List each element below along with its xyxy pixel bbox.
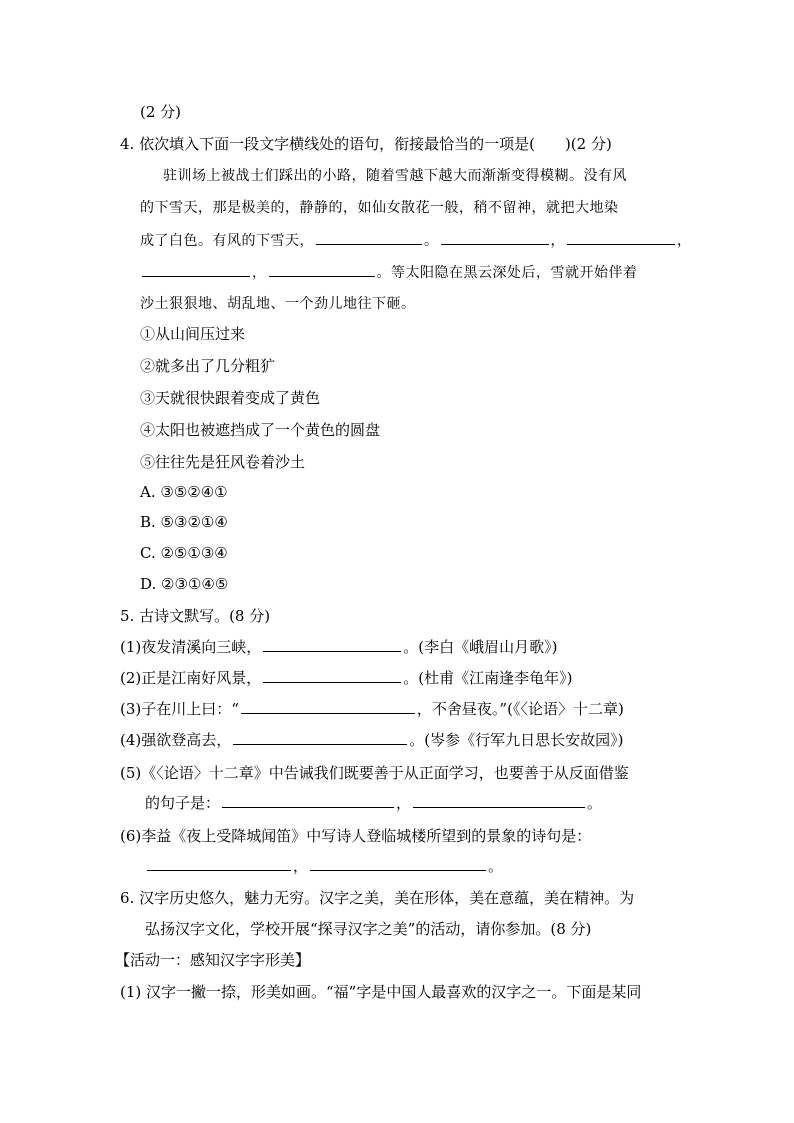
q4-item: ⑤往往先是狂风卷着沙土 [140,453,306,471]
q4-passage-line-5: 沙土狠狠地、胡乱地、一个劲儿地往下砸。 [140,296,416,312]
q4-punct: ， [550,233,565,249]
q6-sub-question-1: (1) 汉字一撇一捺，形美如画。“福”字是中国人最喜欢的汉字之一。下面是某同 [120,983,642,1001]
q4-option-c[interactable]: C. ②⑤①③④ [140,544,228,562]
q5-text: 。 [488,857,504,875]
q4-passage-line-4 [140,262,638,283]
q5-text: (3)子在川上曰：“ [120,700,239,718]
q4-blank-5[interactable] [269,262,375,277]
q5-blank-4[interactable] [233,730,407,745]
q4-stem [120,134,612,154]
q5-blank-2[interactable] [263,668,401,683]
q5-blank-7[interactable] [147,856,291,871]
q5-text: ，不舍昼夜。”(《〈论语〉十二章) [416,700,624,718]
q4-passage-text: 成了白色。有风的下雪天， [140,233,314,249]
q5-line-1 [120,637,557,657]
q4-passage-text: 。等太阳隐在黑云深处后，雪就开始伴着 [376,265,638,281]
q5-text: 的句子是： [145,794,221,812]
q4-item: ④太阳也被遮挡成了一个黄色的圆盘 [140,421,381,439]
q5-line-6b [145,856,503,876]
q4-passage-line-2: 的下雪天，那是极美的，静静的，如仙女散花一般，稍不留神，就把大地染 [140,200,619,216]
q4-punct: 。 [424,233,439,249]
q5-blank-3[interactable] [241,699,415,714]
q5-line-3 [120,699,624,719]
q5-text: ， [293,857,309,875]
q4-stem-tail: )(2 分) [564,135,612,153]
q4-blank-3[interactable] [567,230,675,245]
q4-option-d[interactable]: D. ②③①④⑤ [140,575,229,593]
q4-option-b[interactable]: B. ⑤③②①④ [140,513,228,531]
q5-text: (2)正是江南好风景， [120,669,262,687]
q4-blank-1[interactable] [316,230,422,245]
q5-blank-1[interactable] [263,637,401,652]
q5-text: 。(岑参《行军九日思长安故园》) [409,731,624,749]
q5-text: ， [396,794,412,812]
q5-text: (1)夜发清溪向三峡， [120,638,262,656]
q4-item: ③天就很快跟着变成了黄色 [140,389,321,407]
q4-stem-text: 4. 依次填入下面一段文字横线处的语句，衔接最恰当的一项是( [120,135,535,153]
q5-line-6: (6)李益《夜上受降城闻笛》中写诗人登临城楼所望到的景象的诗句是： [120,827,592,845]
q5-line-4 [120,730,623,750]
q5-blank-8[interactable] [310,856,486,871]
q4-passage-line-3 [140,230,692,251]
q4-blank-2[interactable] [441,230,549,245]
q4-blank-4[interactable] [142,262,250,277]
q5-line-5: (5)《〈论语〉十二章》中告诫我们既要善于从正面学习，也要善于从反面借鉴 [120,764,629,782]
q4-punct: ， [252,265,267,281]
q4-passage-line-1: 驻训场上被战士们踩出的小路，随着雪越下越大而渐渐变得模糊。没有风 [163,168,627,184]
q6-activity-1-heading: 【活动一：感知汉字字形美】 [115,951,311,969]
q6-stem-1: 6. 汉字历史悠久，魅力无穷。汉字之美，美在形体，美在意蕴，美在精神。为 [120,889,635,907]
q5-text: 。(李白《峨眉山月歌》) [403,638,558,656]
q5-line-2 [120,668,572,688]
q5-text: (4)强欲登高去， [120,731,232,749]
q5-stem: 5. 古诗文默写。(8 分) [120,607,271,625]
q4-option-a[interactable]: A. ③⑤②④① [140,483,228,501]
intro-score: (2 分) [140,103,182,121]
q5-line-5b [145,793,602,813]
q5-blank-5[interactable] [222,793,394,808]
q4-item: ①从山间压过来 [140,325,246,343]
q5-text: 。 [587,794,603,812]
q4-item: ②就多出了几分粗犷 [140,357,276,375]
q6-stem-2: 弘扬汉字文化，学校开展“探寻汉字之美”的活动，请你参加。(8 分) [145,920,592,938]
q5-text: 。(杜甫《江南逢李龟年》) [403,669,573,687]
q5-blank-6[interactable] [413,793,585,808]
q4-punct: ， [677,233,692,249]
